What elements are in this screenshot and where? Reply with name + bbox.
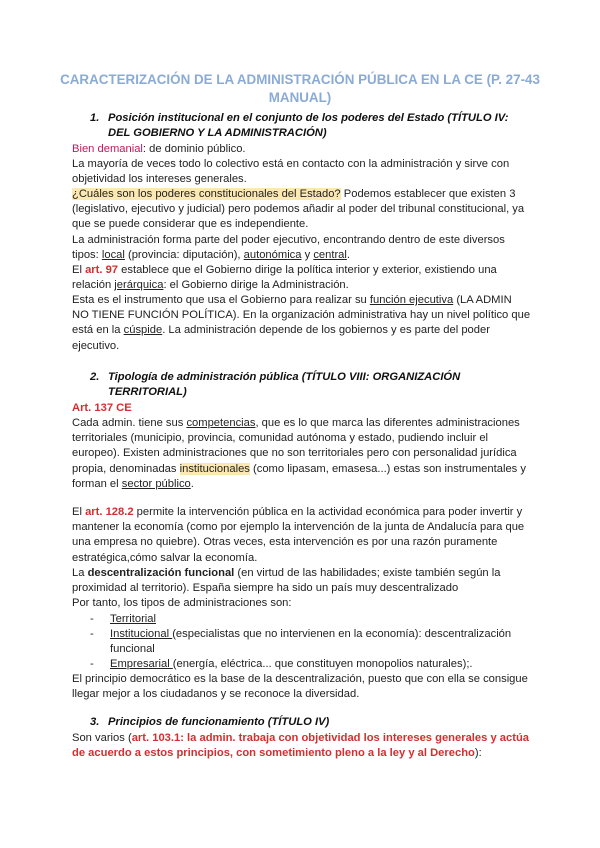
underlined-competencias: competencias xyxy=(186,417,256,429)
s2-paragraph-democratico xyxy=(72,672,544,702)
text-line: objetividad los intereses generales. xyxy=(72,173,247,186)
text-span: (LA ADMIN xyxy=(453,294,512,306)
text-span: . xyxy=(190,477,194,490)
text-line: proximidad al territorio). España siempre ha sido un país muy descentralizado xyxy=(72,582,459,595)
section-2-number: 2. xyxy=(90,371,100,383)
text-line: La mayoría de veces todo lo colectivo está en contacto con la administración y sirve con xyxy=(72,158,510,170)
s1-paragraph-instrumento xyxy=(72,293,544,354)
underlined-funcion-ejecutiva: función ejecutiva xyxy=(369,294,454,306)
s2-paragraph-competencias xyxy=(72,416,544,492)
page-title: CARACTERIZACIÓN DE LA ADMINISTRACIÓN PÚBLICA EN LA CE (P. 27-43 MANUAL) xyxy=(60,72,540,105)
text-line: mantener la economía (como por ejemplo la intervención de la junta de Andalucía para que xyxy=(72,521,525,534)
list-dash: - xyxy=(90,658,94,670)
section-2-heading-line2: TERRITORIAL) xyxy=(108,386,187,399)
text-span: (como lipasam, emasesa...) estas son instrumentales y xyxy=(249,462,526,475)
text-span: y xyxy=(301,249,314,262)
text-line: estratégica,cómo salvar la economía. xyxy=(72,551,258,564)
text-span: funcional xyxy=(110,643,155,655)
text-span: forman el xyxy=(72,477,122,490)
underlined-sector-publico: sector público xyxy=(121,477,191,490)
text-span: Esta es el instrumento que usa el Gobierno para realizar su xyxy=(72,294,370,306)
text-line: (legislativo, ejecutivo y judicial) pero podemos añadir al poder del tribunal constitucional, ya xyxy=(72,203,525,216)
section-1-number: 1. xyxy=(90,112,100,124)
text-span: , que es lo que marca las diferentes administraciones xyxy=(255,417,520,429)
bold-descentralizacion: descentralización funcional xyxy=(87,567,235,579)
s2-paragraph-art128 xyxy=(72,505,544,566)
bien-demanial-term: Bien demanial xyxy=(72,143,143,155)
section-3-heading xyxy=(90,715,330,730)
text-line: europeo). Existen administraciones que no son territoriales pero con personalidad jurídica xyxy=(72,447,517,460)
section-2-heading-line1: Tipología de administración pública (TÍTULO VIII: ORGANIZACIÓN xyxy=(108,371,461,383)
text-span: El xyxy=(72,506,86,518)
section-1-heading-line1: Posición institucional en el conjunto de los poderes del Estado (TÍTULO IV: xyxy=(108,112,509,124)
s1-paragraph-tipos xyxy=(72,233,544,263)
text-span: : el Gobierno dirige la Administración. xyxy=(163,279,349,292)
section-3-heading-text: Principios de funcionamiento (TÍTULO IV) xyxy=(108,716,330,728)
section-3-number: 3. xyxy=(90,716,100,728)
text-span: (provincia: diputación), xyxy=(124,249,244,262)
s3-paragraph-principios xyxy=(72,731,548,761)
text-line: llegar mejor a los ciudadanos y se reconoce la diversidad. xyxy=(72,688,360,701)
text-span: tipos: xyxy=(72,249,102,262)
text-span: (especialistas que no intervienen en la economía): descentralización xyxy=(172,628,512,640)
text-span: Cada admin. tiene sus xyxy=(72,417,187,429)
list-dash: - xyxy=(90,628,94,640)
text-span: (en virtud de las habilidades; existe también según la xyxy=(234,567,501,579)
highlighted-question: ¿Cuáles son los poderes constitucionales del Estado? xyxy=(72,188,341,200)
bien-demanial-def: : de dominio público. xyxy=(142,143,246,155)
s1-paragraph-colectivo xyxy=(72,157,544,187)
text-span: propia, denominadas xyxy=(72,462,180,475)
section-1-heading xyxy=(90,111,509,141)
section-1-heading-line2: DEL GOBIERNO Y LA ADMINISTRACIÓN) xyxy=(108,127,327,140)
s1-paragraph-art97 xyxy=(72,263,544,293)
text-span: . La administración depende de los gobiernos y es parte del poder xyxy=(162,324,490,337)
text-line: El principio democrático es la base de la descentralización, puesto que con ella se consigue xyxy=(72,673,528,685)
text-span: El xyxy=(72,264,86,276)
text-span: establece que el Gobierno dirige la política interior y exterior, existiendo una xyxy=(118,264,497,276)
text-span: ): xyxy=(474,747,482,760)
text-span: La xyxy=(72,567,88,579)
article-reference: art. 128.2 xyxy=(85,506,134,518)
article-reference: art. 97 xyxy=(85,264,119,276)
text-span: está en la xyxy=(72,324,124,337)
s2-paragraph-descentralizacion xyxy=(72,566,544,612)
underlined-territorial: Territorial xyxy=(110,613,156,625)
text-span: . xyxy=(346,249,351,262)
text-line: NO TIENE FUNCIÓN POLÍTICA). En la organización administrativa hay un nivel político que xyxy=(72,309,531,322)
list-dash: - xyxy=(90,613,94,625)
s1-paragraph-poderes xyxy=(72,187,544,233)
text-line: ejecutivo. xyxy=(72,339,120,352)
underlined-jerarquica: jerárquica xyxy=(114,279,164,292)
underlined-empresarial: Empresarial xyxy=(110,658,173,670)
text-line: que se puede considerar que es independiente. xyxy=(72,218,309,231)
underlined-cuspide: cúspide xyxy=(123,324,163,337)
underlined-central: central xyxy=(313,249,347,262)
text-line: La administración forma parte del poder ejecutivo, encontrando dentro de este diversos xyxy=(72,234,505,246)
highlighted-institucionales: institucionales xyxy=(179,462,250,475)
text-span: (energía, eléctrica... que constituyen monopolios naturales);. xyxy=(172,658,473,670)
text-span: Podemos establecer que existen 3 xyxy=(340,188,516,200)
s1-paragraph-demanial xyxy=(72,142,544,157)
section-2-heading xyxy=(90,370,461,400)
text-line: Por tanto, los tipos de administraciones son: xyxy=(72,597,292,610)
article-103-text-cont: de acuerdo a estos principios, con sometimiento pleno a la ley y al Derecho xyxy=(72,747,475,760)
text-span: Son varios ( xyxy=(72,732,132,744)
text-span: relación xyxy=(72,279,115,292)
text-span: permite la intervención pública en la actividad económica para poder invertir y xyxy=(133,506,523,518)
article-103-text: art. 103.1: la admin. trabaja con objetividad los intereses generales y actúa xyxy=(131,732,530,744)
underlined-autonomica: autonómica xyxy=(243,249,302,262)
text-line: una empresa no quiebre). Otras veces, esta intervención es por una razón puramente xyxy=(72,536,498,549)
text-line: territoriales (municipio, provincia, comunidad autónoma y estado, pudiendo incluir el xyxy=(72,432,489,445)
art-137-heading: Art. 137 CE xyxy=(72,402,132,414)
underlined-institucional: Institucional xyxy=(110,628,173,640)
underlined-local: local xyxy=(101,249,125,262)
